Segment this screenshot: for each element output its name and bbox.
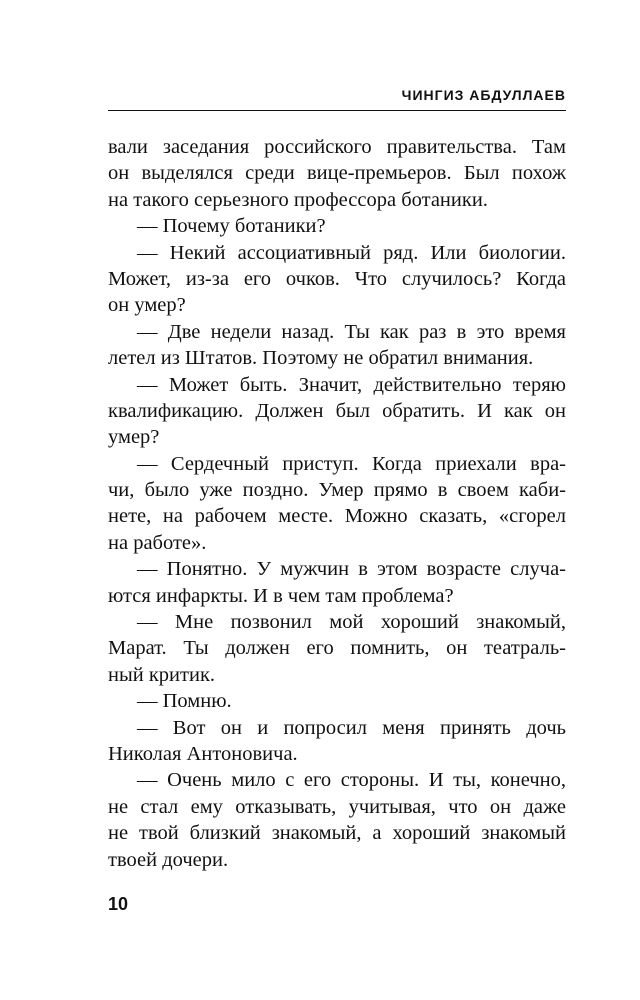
text-line: Марат. Ты должен его помнить, он театраль- <box>108 637 566 660</box>
body-text <box>108 134 566 873</box>
paragraph <box>108 372 566 451</box>
text-line: не твой близкий знакомый, а хороший знакомый <box>108 822 566 845</box>
paragraph <box>108 767 566 873</box>
text-line: вали заседания российского правительства. Там <box>108 136 566 158</box>
paragraph <box>108 213 566 239</box>
text-line: не стал ему отказывать, учитывая, что он даже <box>108 795 566 818</box>
text-line: — Две недели назад. Ты как раз в это время <box>137 320 566 343</box>
text-line: на такого серьезного профессора ботаники. <box>108 188 488 211</box>
text-line: летел из Штатов. Поэтому не обратил внимания. <box>108 347 534 370</box>
text-line: он выделялся среди вице-премьеров. Был похож <box>108 162 566 185</box>
paragraph <box>108 134 566 213</box>
text-line: — Некий ассоциативный ряд. Или биологии. <box>137 241 566 264</box>
text-line: — Почему ботаники? <box>137 215 326 238</box>
paragraph <box>108 240 566 319</box>
paragraph <box>108 609 566 688</box>
text-line: Может, из-за его очков. Что случилось? Когда <box>108 267 566 290</box>
text-line: он умер? <box>108 294 186 317</box>
text-line: — Может быть. Значит, действительно теряю <box>137 373 566 396</box>
paragraph <box>108 451 566 557</box>
text-line: на работе». <box>108 531 207 554</box>
paragraph <box>108 715 566 768</box>
text-line: — Мне позвонил мой хороший знакомый, <box>137 611 566 634</box>
text-line: — Сердечный приступ. Когда приехали вра- <box>137 452 566 475</box>
text-line: — Помню. <box>137 690 232 713</box>
text-line: — Очень мило с его стороны. И ты, конечно, <box>137 769 566 792</box>
paragraph <box>108 556 566 609</box>
text-line: ный критик. <box>108 663 216 686</box>
header-rule <box>108 110 566 111</box>
page-number: 10 <box>108 894 129 914</box>
paragraph <box>108 319 566 372</box>
text-line: — Вот он и попросил меня принять дочь <box>137 716 566 739</box>
text-line: Николая Антоновича. <box>108 742 298 765</box>
text-line: квалификацию. Должен был обратить. И как он <box>108 399 566 422</box>
text-line: — Понятно. У мужчин в этом возрасте случа- <box>137 558 566 581</box>
text-line: нете, на рабочем месте. Можно сказать, «сгорел <box>108 505 566 528</box>
text-line: умер? <box>108 426 160 449</box>
text-line: ются инфаркты. И в чем там проблема? <box>108 584 454 607</box>
text-line: чи, было уже поздно. Умер прямо в своем каби- <box>108 479 566 502</box>
running-head-author: ЧИНГИЗ АБДУЛЛАЕВ <box>401 87 566 103</box>
text-line: твоей дочери. <box>108 848 229 871</box>
paragraph <box>108 688 566 714</box>
